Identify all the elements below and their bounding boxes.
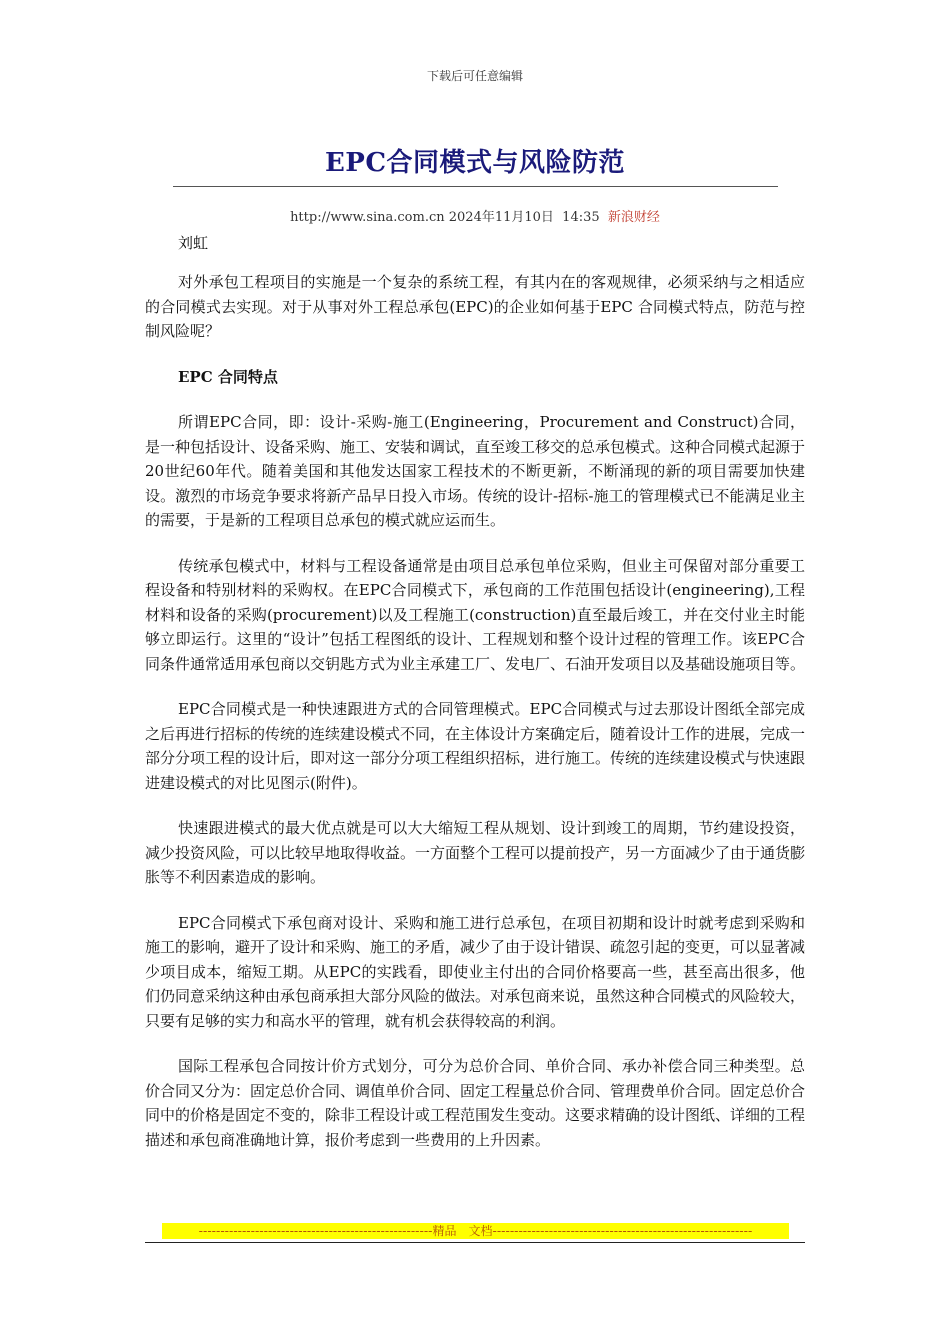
footer-divider — [145, 1242, 805, 1243]
paragraph: 传统承包模式中，材料与工程设备通常是由项目总承包单位采购，但业主可保留对部分重要工程设备和特别材料的采购权。在EPC合同模式下，承包商的工作范围包括设计(engineering),工程材料和设备的采购(procurement)以及工程施工(construction)直至最后竣工，并在交付业主时能够立即运行。这里的“设计”包括工程图纸的设计、工程规划和整个设计过程的管理工作。该EPC合同条件通常适用承包商以交钥匙方式为业主承建工厂、发电厂、石油开发项目以及基础设施项目等。 — [145, 556, 806, 673]
author: 刘虹 — [178, 234, 209, 252]
article-body — [145, 270, 805, 1173]
paragraph: 快速跟进模式的最大优点就是可以大大缩短工程从规划、设计到竣工的周期，节约建设投资，减少投资风险，可以比较早地取得收益。一方面整个工程可以提前投产，另一方面减少了由于通货膨胀等不利因素造成的影响。 — [145, 819, 806, 886]
paragraph: 国际工程承包合同按计价方式划分，可分为总价合同、单价合同、承办补偿合同三种类型。总价合同又分为：固定总价合同、调值单价合同、固定工程量总价合同、管理费单价合同。固定总价合同中的价格是固定不变的，除非工程设计或工程范围发生变动。这要求精确的设计图纸、详细的工程描述和承包商准确地计算，报价考虑到一些费用的上升因素。 — [145, 1057, 806, 1149]
title-divider — [173, 186, 778, 187]
source-link[interactable]: 新浪财经 — [607, 210, 660, 225]
footer-banner: ------------------------------------------------------精品 文档------------------------------------------------------------ — [162, 1223, 789, 1239]
article-meta — [0, 206, 950, 225]
header-note: 下载后可任意编辑 — [426, 69, 523, 83]
section-heading: EPC 合同特点 — [178, 367, 278, 386]
paragraph: 所谓EPC合同，即：设计-采购-施工(Engineering，Procurement and Construct)合同，是一种包括设计、设备采购、施工、安装和调试，直至竣工移交的总承包模式。这种合同模式起源于20世纪60年代。随着美国和其他发达国家工程技术的不断更新，不断涌现的新的项目需要加快建设。激烈的市场竞争要求将新产品早日投入市场。传统的设计-招标-施工的管理模式已不能满足业主的需要，于是新的工程项目总承包的模式就应运而生。 — [145, 413, 806, 529]
paragraph: EPC合同模式下承包商对设计、采购和施工进行总承包，在项目初期和设计时就考虑到采购和施工的影响，避开了设计和采购、施工的矛盾，减少了由于设计错误、疏忽引起的变更，可以显著减少项目成本，缩短工期。从EPC的实践看，即使业主付出的合同价格要高一些，甚至高出很多，他们仍同意采纳这种由承包商承担大部分风险的做法。对承包商来说，虽然这种合同模式的风险较大，只要有足够的实力和高水平的管理，就有机会获得较高的利润。 — [145, 913, 806, 1030]
paragraph: EPC合同模式是一种快速跟进方式的合同管理模式。EPC合同模式与过去那设计图纸全部完成之后再进行招标的传统的连续建设模式不同，在主体设计方案确定后，随着设计工作的进展，完成一部分分项工程的设计后，即对这一部分分项工程组织招标，进行施工。传统的连续建设模式与快速跟进建设模式的对比见图示(附件)。 — [145, 700, 806, 792]
page-title: EPC合同模式与风险防范 — [324, 148, 626, 178]
url-date: http://www.sina.com.cn 2024年11月10日 14:35 — [290, 210, 608, 225]
paragraph-intro: 对外承包工程项目的实施是一个复杂的系统工程，有其内在的客观规律，必须采纳与之相适应的合同模式去实现。对于从事对外工程总承包(EPC)的企业如何基于EPC 合同模式特点，防范与控制风险呢？ — [145, 273, 805, 340]
